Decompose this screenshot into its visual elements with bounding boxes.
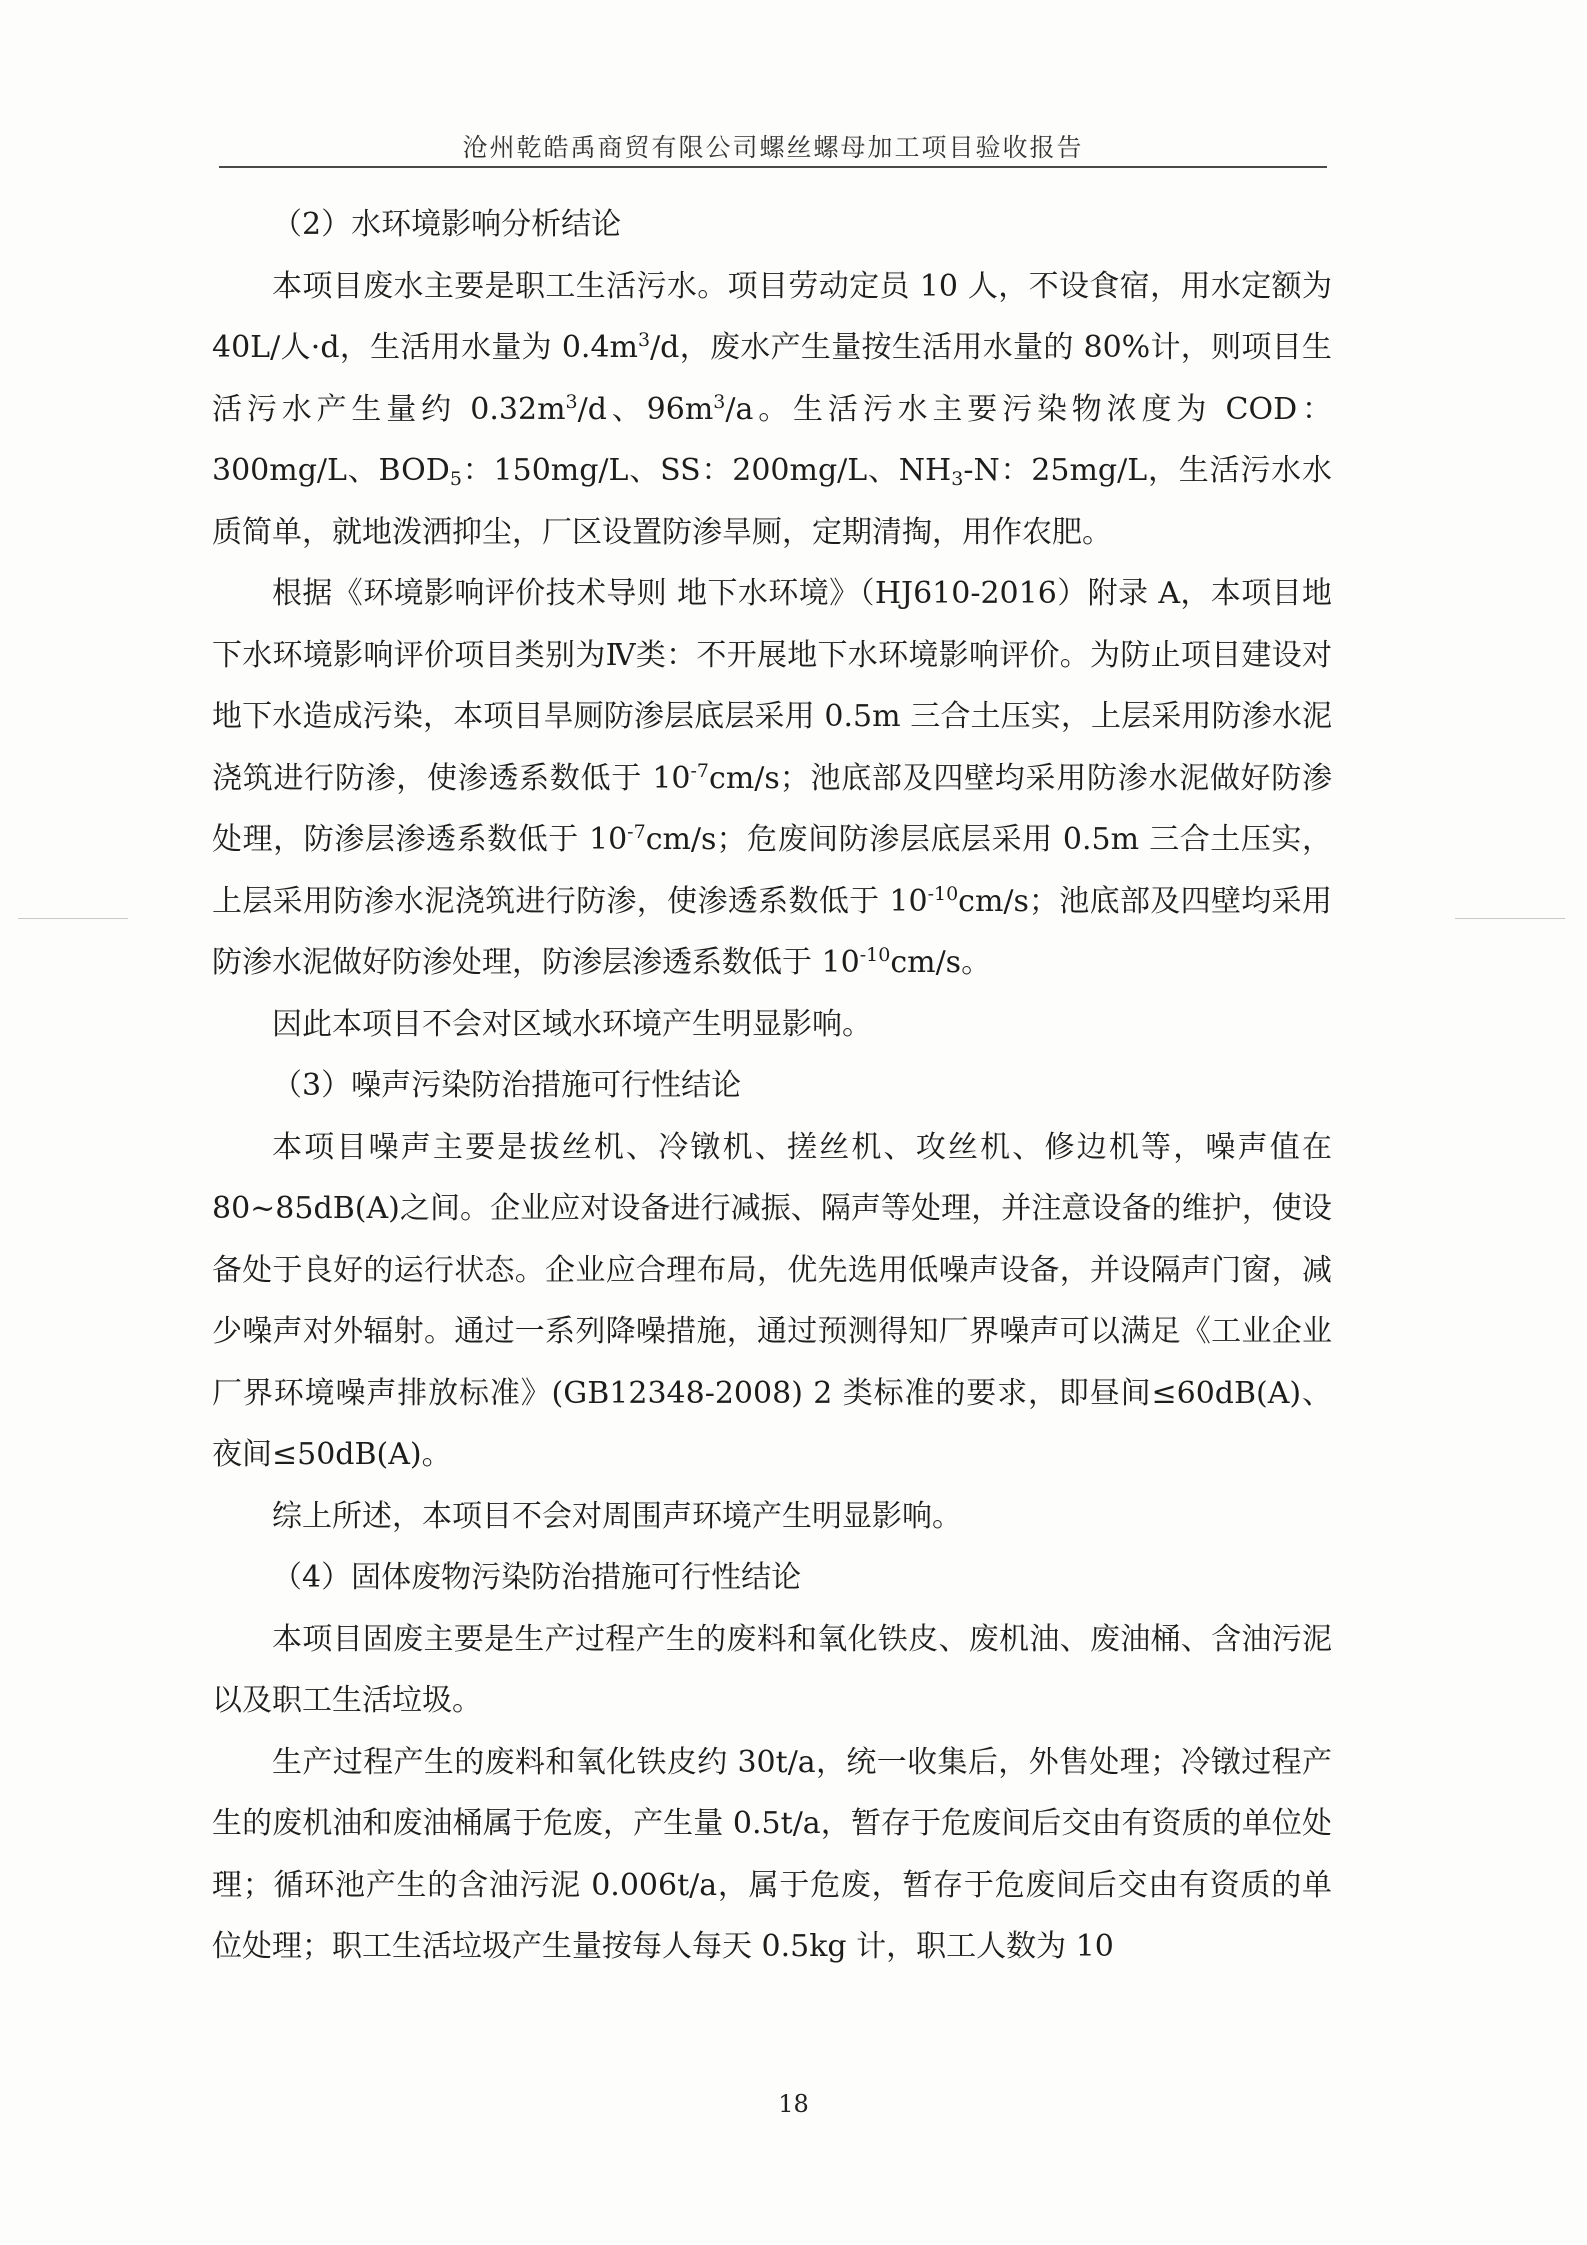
paragraph-p3 bbox=[212, 563, 1332, 994]
header-divider bbox=[219, 166, 1327, 168]
paragraph-p1 bbox=[212, 194, 1332, 256]
page-header-title: 沧州乾皓禹商贸有限公司螺丝螺母加工项目验收报告 bbox=[462, 133, 1084, 162]
superscript: -7 bbox=[690, 759, 710, 782]
text-run: 因此本项目不会对区域水环境产生明显影响。 bbox=[272, 1006, 872, 1042]
paragraph-p7 bbox=[212, 1486, 1332, 1548]
paragraph-p4 bbox=[212, 994, 1332, 1056]
text-run: 生产过程产生的废料和氧化铁皮约 30t/a，统一收集后，外售处理；冷镦过程产生的废机油和废油桶属于危废，产生量 0.5t/a，暂存于危废间后交由有资质的单位处理；循环池产生的含油污泥 0.006t/a，属于危废，暂存于危废间后交由有资质的单位处理；职工生活垃圾产生量按每人每天 0.5kg 计，职工人数为 10 bbox=[212, 1744, 1332, 1964]
text-run: cm/s；池底部及四壁均采用防渗水泥做好防渗处理，防渗层渗透系数低于 10 bbox=[212, 883, 1332, 980]
page-number: 18 bbox=[778, 2090, 809, 2118]
superscript: -10 bbox=[859, 944, 891, 966]
text-run: ：150mg/L、SS：200mg/L、NH bbox=[461, 453, 952, 488]
document-body bbox=[212, 194, 1332, 1978]
paragraph-p2 bbox=[212, 256, 1332, 564]
text-run: 本项目固废主要是生产过程产生的废料和氧化铁皮、废机油、废油桶、含油污泥以及职工生活垃圾。 bbox=[212, 1621, 1332, 1718]
paragraph-p10 bbox=[212, 1732, 1332, 1978]
subscript: 3 bbox=[951, 468, 964, 490]
text-run: cm/s。 bbox=[890, 945, 992, 980]
text-run: 本项目噪声主要是拔丝机、冷镦机、搓丝机、攻丝机、修边机等，噪声值在 80~85dB(A)之间。企业应对设备进行减振、隔声等处理，并注意设备的维护，使设备处于良好的运行状态。企业应合理布局，优先选用低噪声设备，并设隔声门窗，减少噪声对外辐射。通过一系列降噪措施，通过预测得知厂界噪声可以满足《工业企业厂界环境噪声排放标准》(GB12348-2008) 2 类标准的要求，即昼间≤60dB(A)、夜间≤50dB(A)。 bbox=[212, 1129, 1332, 1472]
paragraph-p5 bbox=[212, 1055, 1332, 1117]
text-run: 根据《环境影响评价技术导则 地下水环境》（HJ610-2016）附录 A，本项目地下水环境影响评价项目类别为Ⅳ类：不开展地下水环境影响评价。为防止项目建设对地下水造成污染，本项目旱厕防渗层底层采用 0.5m 三合土压实，上层采用防渗水泥浇筑进行防渗，使渗透系数低于 10 bbox=[212, 576, 1332, 796]
superscript: 3 bbox=[713, 390, 726, 413]
text-run: /d，废水产生量按生活用水量的 80%计，则项目生活污水产生量约 0.32m bbox=[212, 330, 1332, 427]
text-run: /d、96m bbox=[577, 391, 714, 427]
right-margin-mark bbox=[1455, 918, 1565, 919]
text-run: 本项目废水主要是职工生活污水。项目劳动定员 10 人，不设食宿，用水定额为 40L/人·d，生活用水量为 0.4m bbox=[212, 268, 1332, 365]
text-run: 综上所述，本项目不会对周围声环境产生明显影响。 bbox=[272, 1498, 962, 1534]
superscript: -10 bbox=[927, 882, 959, 905]
superscript: 3 bbox=[565, 390, 578, 413]
text-run: /a。生活污水主要污染物浓度为 COD：300mg/L、BOD bbox=[212, 391, 1332, 488]
left-margin-mark bbox=[18, 918, 128, 919]
text-run: cm/s；危废间防渗层底层采用 0.5m 三合土压实，上层采用防渗水泥浇筑进行防渗，使渗透系数低于 10 bbox=[212, 822, 1332, 919]
paragraph-p8 bbox=[212, 1547, 1332, 1609]
text-run: （4）固体废物污染防治措施可行性结论 bbox=[272, 1560, 802, 1595]
superscript: -7 bbox=[627, 821, 646, 843]
text-run: -N：25mg/L，生活污水水质简单，就地泼洒抑尘，厂区设置防渗旱厕，定期清掏，用作农肥。 bbox=[212, 453, 1332, 550]
paragraph-p6 bbox=[212, 1117, 1332, 1486]
paragraph-p9 bbox=[212, 1609, 1332, 1732]
text-run: （2）水环境影响分析结论 bbox=[272, 207, 622, 242]
text-run: cm/s；池底部及四壁均采用防渗水泥做好防渗处理，防渗层渗透系数低于 10 bbox=[212, 760, 1332, 857]
superscript: 3 bbox=[637, 329, 651, 351]
subscript: 5 bbox=[449, 468, 462, 490]
text-run: （3）噪声污染防治措施可行性结论 bbox=[272, 1068, 742, 1103]
